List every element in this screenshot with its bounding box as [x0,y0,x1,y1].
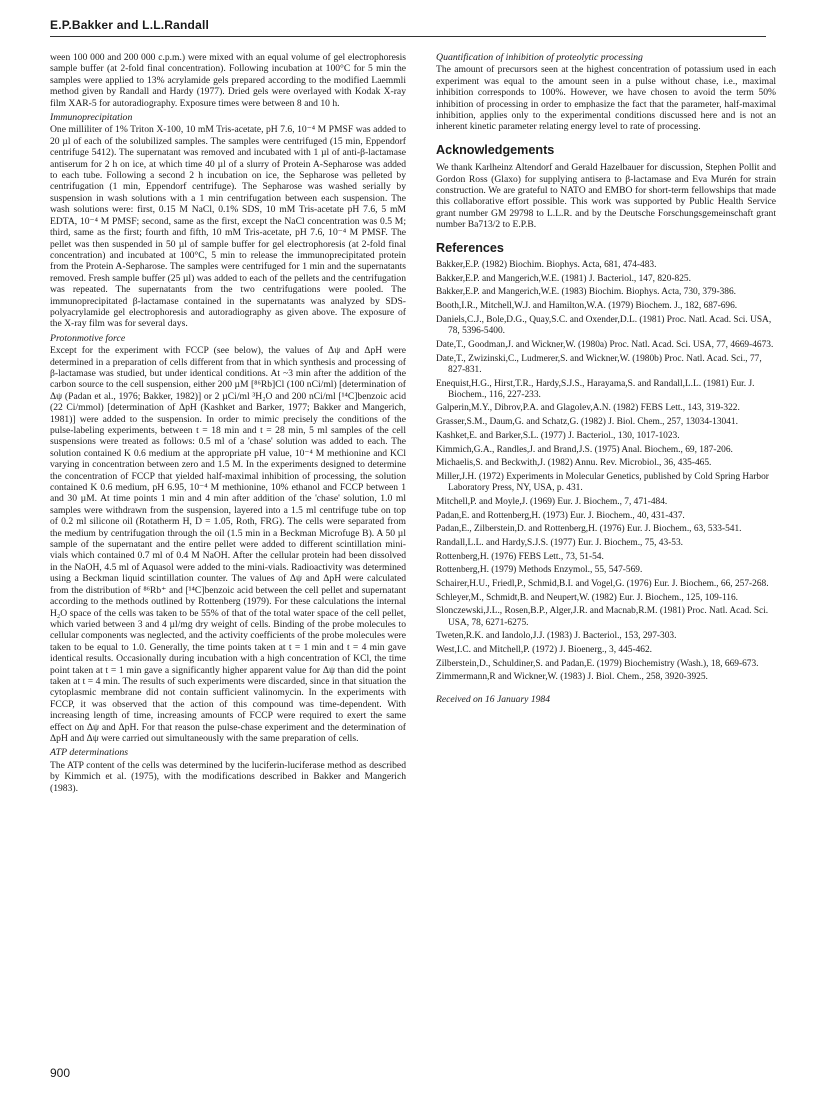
paragraph-immunoprecipitation: One milliliter of 1% Triton X-100, 10 mM Tris-acetate, pH 7.6, 10⁻⁴ M PMSF was added to 20 µl of each of the solubilized samples. The samples were centrifuged (15 min, Eppendorf centrifuge 5412). The supernatant was removed and incubated with 1 µl of anti-β-lactamase antiserum for 2 h on ice, at which time 40 µl of a slurry of Protein A-Sepharose was added to each tube. Following a second 2 h incubation on ice, the Sepharose was pelleted by centrifugation (1 min, Eppendorf centrifuge). The Sepharose was washed serially by suspension in wash solutions with a 1 min centrifugation between each suspension. The wash solutions were: first, 0.15 M NaCl, 0.1% SDS, 10 mM Tris-acetate pH 7.6, 5 mM EDTA, 10⁻⁴ M PMSF; second, same as the first, except the NaCl concentration was 0.5 M; third, same as the first; fourth and fifth, 10 mM Tris-acetate, pH 7.6, 10⁻⁴ M PMSF. The pellet was then suspended in 50 µl of sample buffer for gel electrophoresis (at 2-fold final concentration) and incubated at 100°C, 5 min to release the immunoprecipitated protein from the Protein A-Sepharose. The samples were centrifuged for 1 min and the supernatants removed. Fresh sample buffer (25 µl) was added to each of the pellets and the centrifugation was repeated. The supernatants from the two centrifugations were pooled. The immunoprecipitated β-lactamase contained in the supernatants was analyzed by SDS-polyacrylamide gel electrophoresis and autoradiography as given above. The exposure of the X-ray film was for several days. [50,124,406,330]
reference-item: Rottenberg,H. (1979) Methods Enzymol., 55, 547-569. [436,565,643,576]
reference-item: Zimmermann,R and Wickner,W. (1983) J. Biol. Chem., 258, 3920-3925. [436,672,708,683]
left-column [50,52,406,796]
paragraph-atp-determinations: The ATP content of the cells was determined by the luciferin-luciferase method as described by Kimmich et al. (1975), with the modifications described in Bakker and Mangerich (1983). [50,759,406,794]
received-date: Received on 16 January 1984 [436,693,551,705]
reference-item: Padan,E. and Rottenberg,H. (1973) Eur. J. Biochem., 40, 431-437. [436,510,685,521]
reference-item: Bakker,E.P. (1982) Biochim. Biophys. Acta, 681, 474-483. [436,260,657,271]
reference-item: Rottenberg,H. (1976) FEBS Lett., 73, 51-54. [436,551,604,562]
reference-item: Bakker,E.P. and Mangerich,W.E. (1981) J. Bacteriol., 147, 820-825. [436,273,691,284]
header-rule [50,36,766,37]
reference-item: Date,T., Zwizinski,C., Ludmerer,S. and Wickner,W. (1980b) Proc. Natl. Acad. Sci., 77, 827-831. [436,353,762,375]
paragraph-electrophoresis: ween 100 000 and 200 000 c.p.m.) were mixed with an equal volume of gel electrophoresis sample buffer (at 2-fold final concentration). Following incubation at 100°C for 5 min the samples were applied to 13% acrylamide gels prepared according to the modified Laemmli method given by Randall and Hardy (1977). Dried gels were overlayed with Kodak X-ray film XAR-5 for autoradiography. Exposure times were between 8 and 10 h. [50,52,406,109]
reference-item: Bakker,E.P. and Mangerich,W.E. (1983) Biochim. Biophys. Acta, 730, 379-386. [436,287,737,298]
reference-item: Zilberstein,D., Schuldiner,S. and Padan,E. (1979) Biochemistry (Wash.), 18, 669-673. [436,658,759,669]
subheading-protonmotive-force: Protonmotive force [50,332,126,344]
heading-acknowledgements: Acknowledgements [436,142,555,157]
reference-item: West,I.C. and Mitchell,P. (1972) J. Bioenerg., 3, 445-462. [436,645,652,656]
reference-item: Daniels,C.J., Bole,D.G., Quay,S.C. and Oxender,D.L. (1981) Proc. Natl. Acad. Sci. USA, 78, 5396-5400. [436,314,772,337]
page-number: 900 [50,1066,71,1080]
paragraph-protonmotive-force: Except for the experiment with FCCP (see below), the values of Δψ and ΔpH were determined in a preparation of cells different from that in which synthesis and processing of β-lactamase was studied, but under identical conditions. At ~3 min after the addition of the carbon source to the cell suspension, either 200 µM [⁸⁶Rb]Cl (100 nCi/ml) [determination of Δψ (Padan et al., 1976; Bakker, 1982)] or 2 µCi/ml ³H₂O and 200 nCi/ml [¹⁴C]benzoic acid (22 Ci/mmol) [determination of ΔpH (Kashket and Barker, 1977; Bakker and Mangerich, 1981)] were added to the suspension. In order to mimic precisely the conditions of the pulse-labeling experiments, between t = 18 min and t = 28 min, 5 ml samples of the cell suspensions were treated as follows: 0.5 ml of a 'chase' solution was added to each. The solution contained K 0.6 medium at the appropriate pH value, 10⁻⁴ M methionine and KCl varying in concentration between zero and 1.5 M. In the experiments designed to determine the concentration of FCCP that yielded half-maximal inhibition of processing, the solution contained K 0.6 medium, pH 6.95, 10⁻⁴ M methionine, 10% ethanol and FCCP between 1 and 30 µM. At time points 1 min and 4 min after addition of the 'chase' solution, 1.0 ml samples were withdrawn from the suspension, layered into a 1.5 ml centrifuge tube on top of 0.2 ml silicone oil (Rotatherm H, D = 1.05, Roth, FRG). The cells were separated from the medium by centrifugation through the oil (1.5 min in a Beckman Microfuge B). A 50 µl sample of the supernatant and the entire pellet were added to different scintillation mini-vials which contained 0.7 ml of 0.4 M NaOH. After the cellular protein had been dissolved in the NaOH, 4.5 ml of Aquasol were added to the mini-vials. Radioactivity was determined using a Beckman liquid scintillation counter. The values of Δψ and ΔpH were calculated from the distribution of ⁸⁶Rb⁺ and [¹⁴C]benzoic acid between the cell pellet and supernatant according to the methods outlined by Rottenberg (1979). For these calculations the internal H₂O space of the cells was taken to be 55% of that of the total water space of the cell pellet, which varied between 3 and 4 µl/mg dry weight of cells. Binding of the probe molecules to cellular components was neglected, and the activity coefficients of the probe molecules were taken to be equal to 1.0. Generally, the time points taken at t = 1 min and t = 4 min gave identical results. Occasionally during incubation with a high concentration of KCl, the time point taken at t = 1 min gave a significantly higher apparent value for Δψ than did the point taken at t = 4 min. The results of such experiments were discarded, since in that situation the cytoplasmic membrane did not contain sufficient valinomycin. In the experiments with FCCP, it was observed that the action of this compound was time-dependent. With increasing length of time, increasing amounts of FCCP were required to exert the same effect on Δψ and ΔpH. For that reason the pulse-chase experiment and the determination of ΔpH and Δψ were carried out simultaneously with the same preparation of cells. [50,345,406,744]
reference-item: Michaelis,S. and Beckwith,J. (1982) Annu. Rev. Microbiol., 36, 435-465. [436,458,712,469]
reference-item: Tweten,R.K. and Iandolo,J.J. (1983) J. Bacteriol., 153, 297-303. [436,631,677,642]
subheading-atp-determinations: ATP determinations [50,747,129,759]
running-header-authors: E.P.Bakker and L.L.Randall [50,18,210,32]
heading-references: References [436,240,504,255]
paragraph-quantification: The amount of precursors seen at the highest concentration of potassium used in each experiment was equal to the amount seen in a pulse without chase, i.e., maximal inhibition corresponds to 100%. However, we have chosen to avoid the term 50% inhibition of processing in order to emphasize the fact that the parameter, half-maximal inhibition, applies only to the experimental conditions discussed here and is not an inherent kinetic parameter relating energy level to rate of processing. [436,64,776,133]
reference-item: Padan,E., Zilberstein,D. and Rottenberg,H. (1976) Eur. J. Biochem., 63, 533-541. [436,524,742,535]
reference-item: Kashket,E. and Barker,S.L. (1977) J. Bacteriol., 130, 1017-1023. [436,430,680,441]
reference-item: Randall,L.L. and Hardy,S.J.S. (1977) Eur. J. Biochem., 75, 43-53. [436,537,684,548]
subheading-immunoprecipitation: Immunoprecipitation [50,112,133,124]
reference-item: Miller,J.H. (1972) Experiments in Molecular Genetics, published by Cold Spring Harbor Laboratory Press, NY, USA, p. 431. [436,471,769,494]
reference-item: Galperin,M.Y., Dibrov,P.A. and Glagolev,A.N. (1982) FEBS Lett., 143, 319-322. [436,403,740,414]
subheading-quantification: Quantification of inhibition of proteolytic processing [436,52,643,63]
reference-item: Schairer,H.U., Friedl,P., Schmid,B.I. and Vogel,G. (1976) Eur. J. Biochem., 66, 257-268. [436,579,769,590]
reference-item: Slonczewski,J.L., Rosen,B.P., Alger,J.R. and Macnab,R.M. (1981) Proc. Natl. Acad. Sci. USA, 78, 6271-6275. [436,606,769,628]
reference-item: Schleyer,M., Schmidt,B. and Neupert,W. (1982) Eur. J. Biochem., 125, 109-116. [436,592,739,603]
reference-list [436,260,776,684]
right-column [436,52,776,705]
reference-item: Date,T., Goodman,J. and Wickner,W. (1980a) Proc. Natl. Acad. Sci. USA, 77, 4669-4673. [436,339,774,350]
reference-item: Enequist,H.G., Hirst,T.R., Hardy,S.J.S., Harayama,S. and Randall,L.L. (1981) Eur. J. Biochem., 116, 227-233. [436,378,755,400]
reference-item: Grasser,S.M., Daum,G. and Schatz,G. (1982) J. Biol. Chem., 257, 13034-13041. [436,417,738,428]
paragraph-acknowledgements: We thank Karlheinz Altendorf and Gerald Hazelbauer for discussion, Stephen Pollit and Gordon Ross (Glaxo) for supplying antisera to β-lactamase and Eva Murén for strain construction. We are grateful to NATO and EMBO for short-term fellowships that made this collaborative effort possible. This work was supported by Public Health Service grant number GM 29798 to L.L.R. and by the Deutsche Forschungsgemeinschaft grant number Ba713/2 to E.P.B. [436,162,776,231]
reference-item: Mitchell,P. and Moyle,J. (1969) Eur. J. Biochem., 7, 471-484. [436,496,668,507]
reference-item: Kimmich,G.A., Randles,J. and Brand,J.S. (1975) Anal. Biochem., 69, 187-206. [436,444,733,455]
reference-item: Booth,I.R., Mitchell,W.J. and Hamilton,W.A. (1979) Biochem. J., 182, 687-696. [436,301,738,312]
